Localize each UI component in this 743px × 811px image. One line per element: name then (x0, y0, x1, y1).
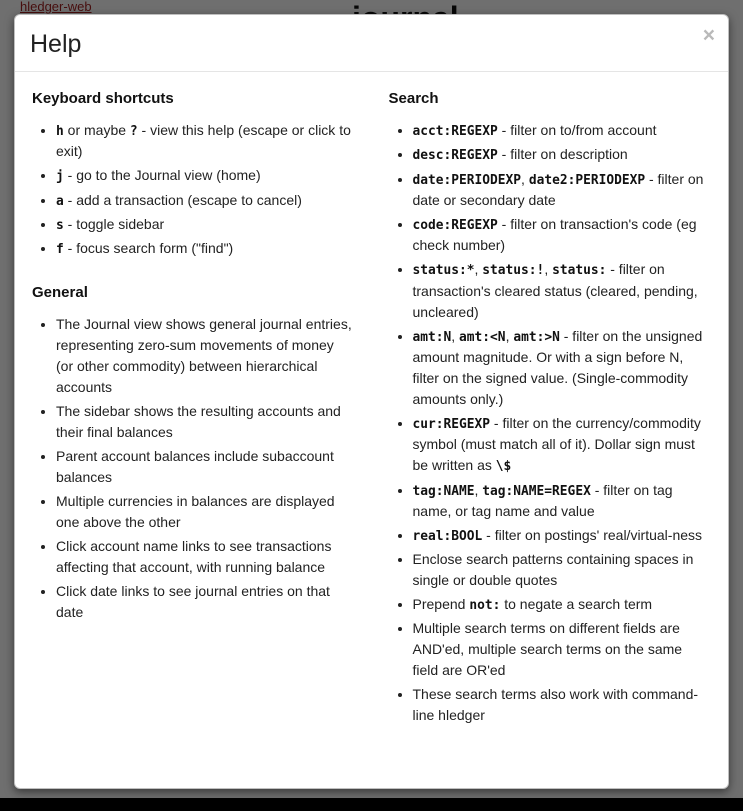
list-item: • date:PERIODEXP, date2:PERIODEXP - filter on date or secondary date (413, 169, 712, 211)
list-item: • Parent account balances include subaccount balances (56, 446, 355, 488)
code-token: tag:NAME (412, 483, 475, 499)
list-item: • amt:N, amt:<N, amt:>N - filter on the unsigned amount magnitude. Or with a sign before N, filter on the signed value. (Single-commodity amounts only.) (413, 326, 712, 410)
help-modal (14, 14, 729, 789)
list-item: • The Journal view shows general journal entries, representing zero-sum movements of money (or other commodity) between hierarchical accounts (56, 314, 355, 398)
close-icon[interactable]: × (702, 24, 715, 47)
code-token: cur:REGEXP (412, 416, 491, 432)
list-item: • status:*, status:!, status: - filter on transaction's cleared status (cleared, pending, uncleared) (413, 259, 712, 322)
code-token: real:BOOL (412, 528, 483, 544)
list-item: • Click account name links to see transactions affecting that account, with running balance (56, 536, 355, 578)
code-token: desc:REGEXP (412, 148, 498, 164)
list-item: • f - focus search form ("find") (56, 238, 355, 259)
section-list (32, 120, 355, 260)
help-column-left (15, 90, 372, 736)
modal-body (15, 72, 728, 746)
code-token: status: (552, 263, 607, 279)
code-token: tag:NAME=REGEX (482, 483, 591, 499)
list-item: • Multiple search terms on different fields are AND'ed, multiple search terms on the same field are OR'ed (413, 618, 712, 681)
list-item: • tag:NAME, tag:NAME=REGEX - filter on tag name, or tag name and value (413, 480, 712, 522)
code-token: h (56, 124, 64, 139)
modal-header (15, 15, 728, 72)
list-item: • Prepend not: to negate a search term (413, 594, 712, 615)
list-item: • cur:REGEXP - filter on the currency/commodity symbol (must match all of it). Dollar sign must be written as \$ (413, 413, 712, 477)
list-item: • Enclose search patterns containing spaces in single or double quotes (413, 549, 712, 591)
code-token: date:PERIODEXP (412, 172, 522, 188)
code-token: date2:PERIODEXP (528, 172, 646, 188)
list-item: • acct:REGEXP - filter on to/from account (413, 120, 712, 141)
section-list (32, 314, 355, 623)
list-item: • h or maybe ? - view this help (escape or click to exit) (56, 120, 355, 162)
code-token: not: (469, 598, 501, 614)
list-item: • Multiple currencies in balances are displayed one above the other (56, 491, 355, 533)
code-token: s (56, 217, 64, 233)
code-token: code:REGEXP (412, 217, 498, 233)
list-item: • code:REGEXP - filter on transaction's code (eg check number) (413, 214, 712, 256)
code-token: amt:N (412, 329, 452, 345)
section-heading: Search (388, 90, 439, 107)
code-token: amt:>N (513, 329, 560, 345)
code-token: \$ (495, 459, 512, 475)
code-token: status:* (412, 263, 475, 279)
section-list (389, 120, 712, 726)
modal-title: Help (30, 30, 82, 58)
code-token: ? (129, 124, 138, 139)
list-item: • Click date links to see journal entries on that date (56, 581, 355, 623)
code-token: j (56, 169, 64, 185)
list-item: • j - go to the Journal view (home) (56, 165, 355, 186)
list-item: • s - toggle sidebar (56, 214, 355, 235)
code-token: acct:REGEXP (412, 124, 498, 139)
section-heading: General (32, 283, 88, 301)
list-item: • a - add a transaction (escape to cancel) (56, 190, 355, 211)
code-token: status:! (482, 263, 545, 279)
code-token: f (56, 242, 64, 258)
list-item: • real:BOOL - filter on postings' real/virtual-ness (413, 525, 712, 546)
section-heading: Keyboard shortcuts (32, 90, 174, 107)
list-item: • The sidebar shows the resulting accounts and their final balances (56, 401, 355, 443)
code-token: a (56, 193, 64, 209)
code-token: amt:<N (459, 329, 506, 345)
help-column-right (372, 90, 729, 736)
list-item: • These search terms also work with command-line hledger (413, 684, 712, 726)
list-item: • desc:REGEXP - filter on description (413, 144, 712, 165)
